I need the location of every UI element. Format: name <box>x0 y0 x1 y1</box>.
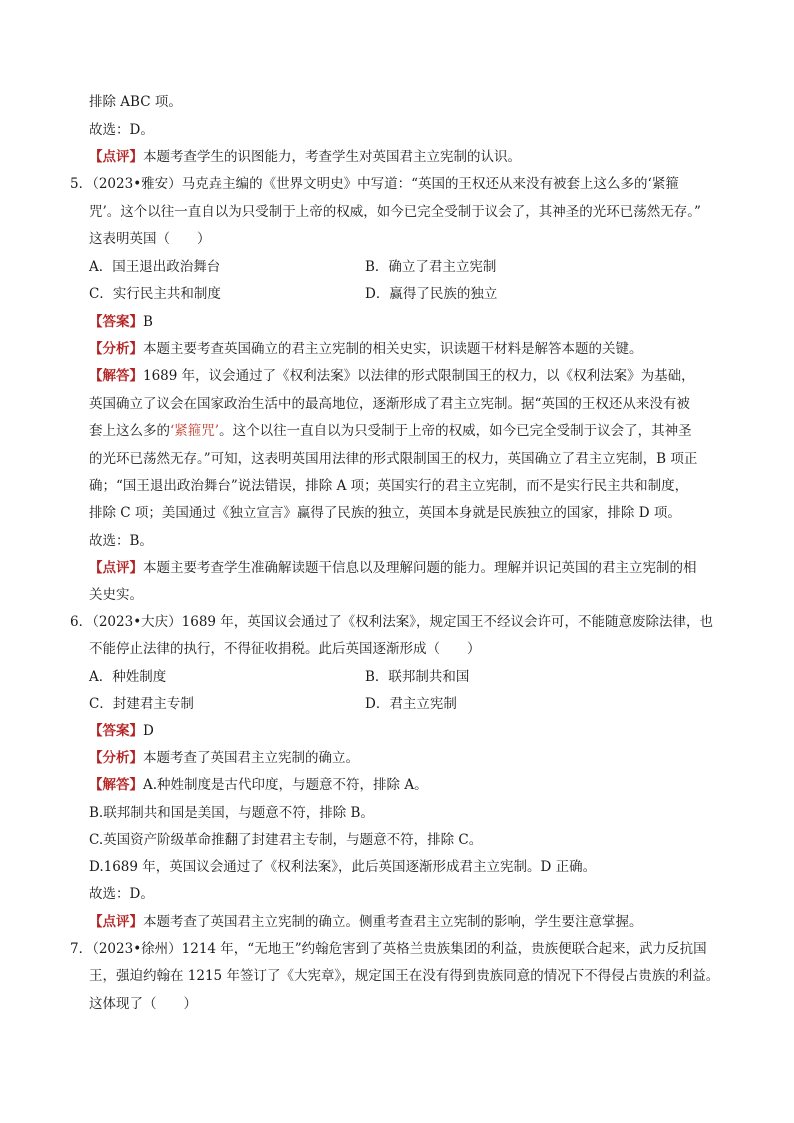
analysis-text: 本题主要考查英国确立的君主立宪制的相关史实，识读题干材料是解答本题的关键。 <box>143 341 643 357</box>
comment-text: 本题考查了英国君主立宪制的确立。侧重考查君主立宪制的影响，学生要注意掌握。 <box>143 914 643 930</box>
answer-value: D <box>143 723 154 739</box>
solution-text-part: 套上这么多的 <box>89 423 170 439</box>
q5-option-d: D．赢得了民族的独立 <box>365 286 498 302</box>
q6-solution-line-1 <box>89 775 428 795</box>
q5-solution-line-6: 排除 C 项；美国通过《独立宣言》赢得了民族的独立，英国本身就是民族独立的国家，排除 D 项。 <box>89 505 681 521</box>
comment-text: 本题考查学生的识图能力，考查学生对英国君主立宪制的认识。 <box>143 149 521 165</box>
comment-tag: 【点评】 <box>89 560 143 576</box>
q6-stem-line-2: 不能停止法律的执行，不得征收捐税。此后英国逐渐形成（ ） <box>89 641 481 657</box>
q5-stem-line-1: 5．（2023•雅安）马克垚主编的《世界文明史》中写道：“英国的王权还从来没有被套上这么多的‘紧箍 <box>70 176 679 192</box>
q6-option-d: D．君主立宪制 <box>365 696 457 712</box>
q6-answer <box>89 721 154 741</box>
q5-analysis <box>89 339 643 359</box>
q6-solution-line-4: D.1689 年，英国议会通过了《权利法案》，此后英国逐渐形成君主立宪制。D 正确。 <box>89 859 597 875</box>
answer-tag: 【答案】 <box>89 723 143 739</box>
previous-comment-line <box>89 147 521 167</box>
q6-solution-line-3: C.英国资产阶级革命推翻了封建君主专制，与题意不符，排除 C。 <box>89 832 483 848</box>
answer-value: B <box>143 314 153 330</box>
q5-solution-line-5: 确；“国王退出政治舞台”说法错误，排除 A 项；英国实行的君主立宪制，而不是实行民主共和制度， <box>89 478 689 494</box>
q7-stem-line-3: 这体现了（ ） <box>89 996 197 1012</box>
analysis-tag: 【分析】 <box>89 341 143 357</box>
solution-text: A.种姓制度是古代印度，与题意不符，排除 A。 <box>143 777 428 793</box>
q5-answer <box>89 312 153 332</box>
q5-stem-line-3: 这表明英国（ ） <box>89 231 211 247</box>
q5-solution-line-3 <box>89 421 692 441</box>
answer-tag: 【答案】 <box>89 314 143 330</box>
previous-choose-line: 故选：D。 <box>89 122 154 138</box>
q5-solution-line-2: 英国确立了议会在国家政治生活中的最高地位，逐渐形成了君主立宪制。据“英国的王权还从来没有被 <box>89 396 690 412</box>
q6-analysis <box>89 748 359 768</box>
q6-stem-line-1: 6．（2023•大庆）1689 年，英国议会通过了《权利法案》，规定国王不经议会许可，不能随意废除法律，也 <box>70 614 714 630</box>
q7-stem-line-2: 王，强迫约翰在 1215 年签订了《大宪章》，规定国王在没有得到贵族同意的情况下不得侵占贵族的利益。 <box>89 968 720 984</box>
comment-text: 本题主要考查学生准确解读题干信息以及理解问题的能力。理解并识记英国的君主立宪制的相 <box>143 560 697 576</box>
q5-comment-line-1 <box>89 558 697 578</box>
solution-text-part: 。这个以往一直自以为只受制于上帝的权威，如今已完全受制于议会了，其神圣 <box>219 423 692 439</box>
q5-option-b: B．确立了君主立宪制 <box>365 259 497 275</box>
solution-tag: 【解答】 <box>89 368 143 384</box>
analysis-tag: 【分析】 <box>89 750 143 766</box>
q5-comment-line-2: 关史实。 <box>89 587 143 603</box>
q6-solution-line-2: B.联邦制共和国是美国，与题意不符，排除 B。 <box>89 805 374 821</box>
q6-choose: 故选：D。 <box>89 886 154 902</box>
solution-tag: 【解答】 <box>89 777 143 793</box>
q6-option-a: A．种姓制度 <box>89 669 167 685</box>
comment-tag: 【点评】 <box>89 149 143 165</box>
quote-highlight: ‘紧箍咒’ <box>170 423 220 439</box>
q7-stem-line-1: 7．（2023•徐州）1214 年，“无地王”约翰危害到了英格兰贵族集团的利益，贵族便联合起来，武力反抗国 <box>70 941 707 957</box>
comment-tag: 【点评】 <box>89 914 143 930</box>
q6-comment <box>89 912 643 932</box>
q6-option-b: B．联邦制共和国 <box>365 669 470 685</box>
q5-solution-line-4: 的光环已荡然无存。”可知，这表明英国用法律的形式限制国王的权力，英国确立了君主立宪制，B 项正 <box>89 451 698 467</box>
q5-stem-line-2: 咒’。这个以往一直自以为只受制于上帝的权威，如今已完全受制于议会了，其神圣的光环已荡然无存。” <box>89 204 701 220</box>
q5-choose: 故选：B。 <box>89 533 153 549</box>
q5-option-a: A．国王退出政治舞台 <box>89 259 221 275</box>
q5-option-c: C．实行民主共和制度 <box>89 286 221 302</box>
q6-option-c: C．封建君主专制 <box>89 696 194 712</box>
analysis-text: 本题考查了英国君主立宪制的确立。 <box>143 750 359 766</box>
q5-solution-line-1 <box>89 366 695 386</box>
previous-exclude-line: 排除 ABC 项。 <box>89 94 182 110</box>
solution-text: 1689 年，议会通过了《权利法案》以法律的形式限制国王的权力，以《权利法案》为基础， <box>143 368 695 384</box>
